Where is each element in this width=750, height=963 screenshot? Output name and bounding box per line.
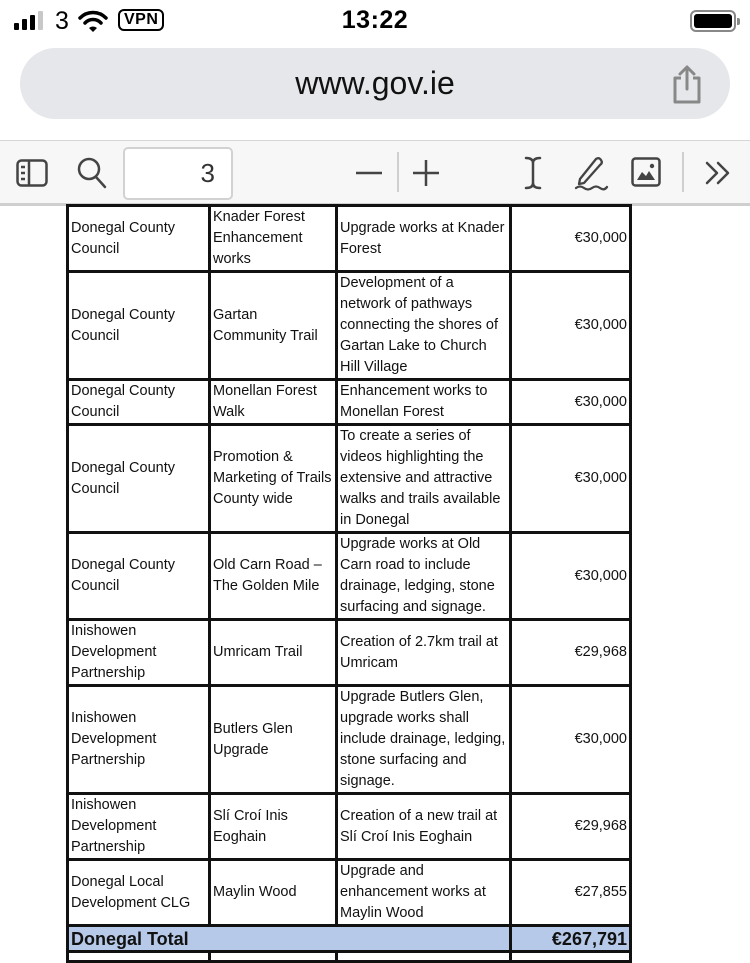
zoom-out-icon[interactable] (355, 171, 383, 175)
share-icon[interactable] (670, 64, 704, 104)
applicant-cell: Donegal County Council (68, 425, 210, 533)
vpn-badge: VPN (118, 9, 164, 31)
table-row (68, 380, 631, 425)
amount-cell: €30,000 (511, 533, 631, 620)
amount-cell: €30,000 (511, 272, 631, 380)
project-cell: Gartan Community Trail (210, 272, 337, 380)
status-bar (0, 0, 750, 44)
description-cell: Creation of a new trail at Slí Croí Inis Eoghain (337, 794, 511, 860)
toolbar-separator (397, 152, 399, 192)
carrier-label: 3 (55, 7, 69, 35)
description-cell: Upgrade works at Knader Forest (337, 206, 511, 272)
amount-cell: €30,000 (511, 686, 631, 794)
project-cell: Old Carn Road – The Golden Mile (210, 533, 337, 620)
annotate-pencil-icon[interactable] (574, 155, 608, 191)
table-row (68, 794, 631, 860)
applicant-cell: Donegal Local Development CLG (68, 860, 210, 926)
toolbar-separator (682, 152, 684, 192)
description-cell: Creation of 2.7km trail at Umricam (337, 620, 511, 686)
empty-cell (511, 952, 631, 962)
sidebar-toggle-icon[interactable] (16, 159, 48, 187)
search-icon[interactable] (76, 156, 108, 190)
applicant-cell: Donegal County Council (68, 380, 210, 425)
applicant-cell: Inishowen Development Partnership (68, 620, 210, 686)
project-cell: Monellan Forest Walk (210, 380, 337, 425)
funding-table (66, 204, 632, 963)
applicant-cell: Inishowen Development Partnership (68, 794, 210, 860)
table-row (68, 206, 631, 272)
project-cell: Umricam Trail (210, 620, 337, 686)
empty-cell (337, 952, 511, 962)
project-cell: Maylin Wood (210, 860, 337, 926)
url-text[interactable]: www.gov.ie (295, 65, 455, 101)
description-cell: Upgrade and enhancement works at Maylin Wood (337, 860, 511, 926)
total-label: Donegal Total (68, 926, 511, 952)
table-row (68, 686, 631, 794)
zoom-in-icon[interactable] (412, 159, 440, 187)
table-row (68, 860, 631, 926)
description-cell: Enhancement works to Monellan Forest (337, 380, 511, 425)
description-cell: Upgrade works at Old Carn road to include drainage, ledging, stone surfacing and signage. (337, 533, 511, 620)
page-number-input[interactable]: 3 (123, 147, 233, 200)
project-cell: Slí Croí Inis Eoghain (210, 794, 337, 860)
table-row (68, 425, 631, 533)
more-chevrons-icon[interactable] (704, 161, 732, 185)
clock: 13:22 (341, 6, 409, 34)
amount-cell: €30,000 (511, 206, 631, 272)
text-select-icon[interactable] (522, 155, 544, 191)
amount-cell: €30,000 (511, 380, 631, 425)
applicant-cell: Donegal County Council (68, 272, 210, 380)
project-cell: Butlers Glen Upgrade (210, 686, 337, 794)
empty-cell (68, 952, 210, 962)
amount-cell: €27,855 (511, 860, 631, 926)
project-cell: Promotion & Marketing of Trails County wide (210, 425, 337, 533)
applicant-cell: Donegal County Council (68, 206, 210, 272)
total-amount: €267,791 (511, 926, 631, 952)
amount-cell: €30,000 (511, 425, 631, 533)
pdf-toolbar (0, 140, 750, 206)
pdf-document[interactable] (0, 206, 750, 949)
amount-cell: €29,968 (511, 620, 631, 686)
table-row-partial (68, 952, 631, 962)
total-row (68, 926, 631, 952)
table-row (68, 272, 631, 380)
description-cell: Development of a network of pathways connecting the shores of Gartan Lake to Church Hill Village (337, 272, 511, 380)
description-cell: To create a series of videos highlighting the extensive and attractive walks and trails available in Donegal (337, 425, 511, 533)
description-cell: Upgrade Butlers Glen, upgrade works shall include drainage, ledging, stone surfacing and signage. (337, 686, 511, 794)
image-icon[interactable] (631, 157, 661, 187)
empty-cell (210, 952, 337, 962)
address-bar[interactable] (20, 48, 730, 119)
table-row (68, 533, 631, 620)
table-row (68, 620, 631, 686)
amount-cell: €29,968 (511, 794, 631, 860)
project-cell: Knader Forest Enhancement works (210, 206, 337, 272)
battery-icon (690, 10, 736, 32)
applicant-cell: Inishowen Development Partnership (68, 686, 210, 794)
applicant-cell: Donegal County Council (68, 533, 210, 620)
